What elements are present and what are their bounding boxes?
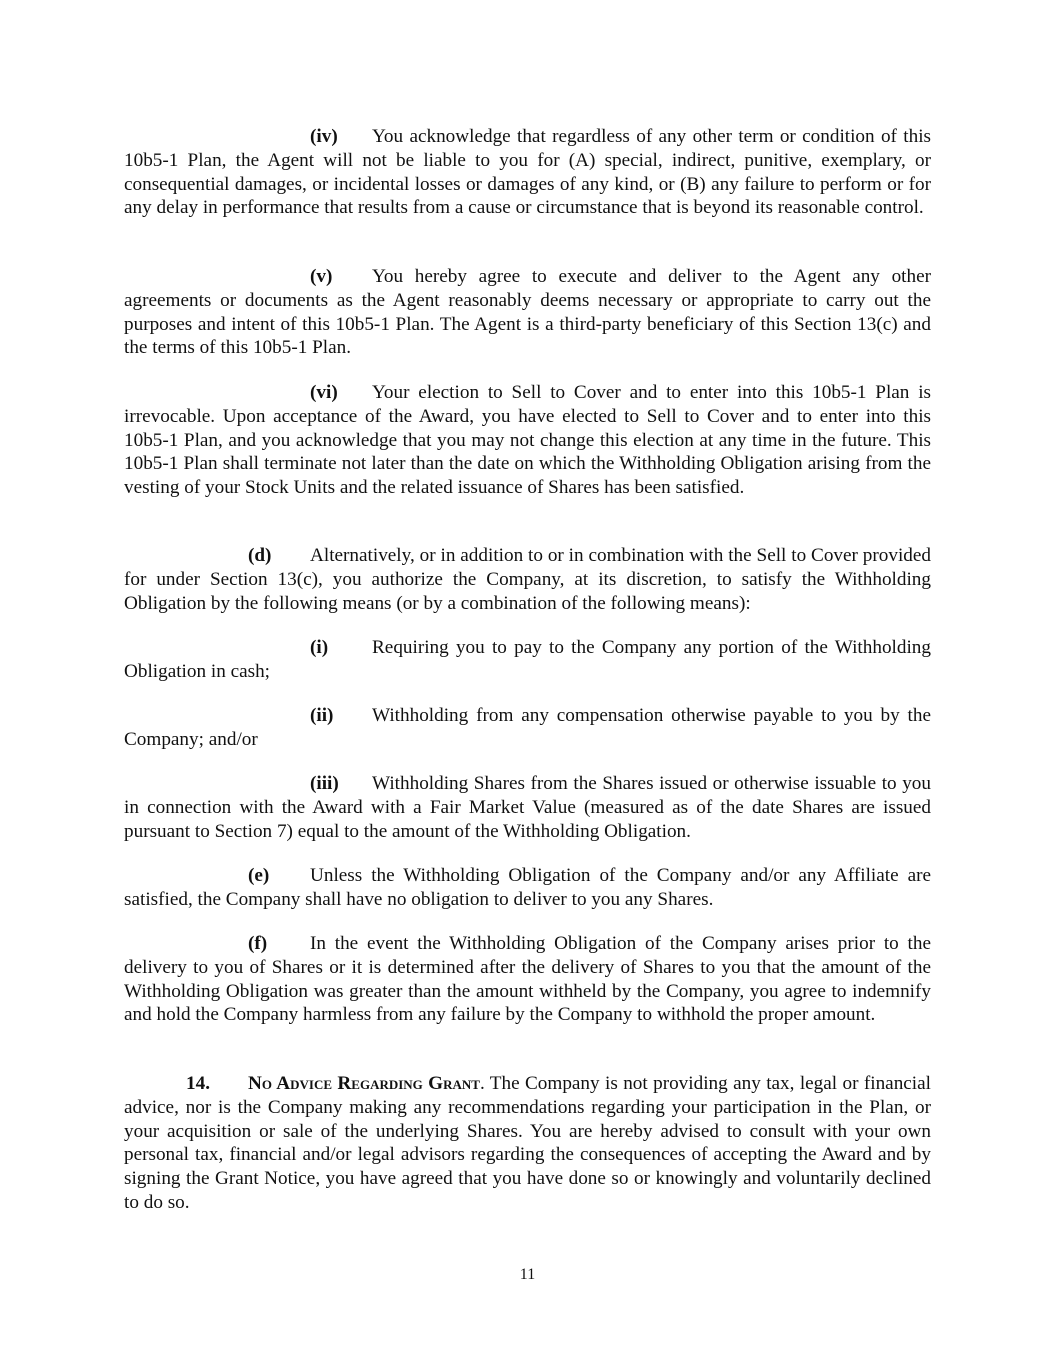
paragraph-iii bbox=[124, 772, 931, 843]
paragraph-text: Your election to Sell to Cover and to enter into this 10b5-1 Plan is irrevocable. Upon acceptance of the Award, you have elected to Sell to Cover and to enter into this 10b5-1 Plan, and you acknowledge that you may not change this election at any time in the future. This 10b5-1 Plan shall terminate not later than the date on which the Withholding Obligation arising from the vesting of your Stock Units and the related issuance of Shares has been satisfied. bbox=[124, 382, 931, 499]
paragraph-iv bbox=[124, 125, 931, 220]
paragraph-label: (iii) bbox=[310, 773, 339, 794]
section-text: . The Company is not providing any tax, legal or financial advice, nor is the Company making any recommendations regarding your participation in the Plan, or your acquisition or sale of the underlying Shares. You are hereby advised to consult with your own personal tax, financial and/or legal advisors regarding the consequences of accepting the Award and by signing the Grant Notice, you have agreed that you have done so or knowingly and voluntarily declined to do so. bbox=[124, 1073, 931, 1213]
paragraph-text: Withholding Shares from the Shares issued or otherwise issuable to you in connection with the Award with a Fair Market Value (measured as of the date Shares are issued pursuant to Section 7) equal to the amount of the Withholding Obligation. bbox=[124, 773, 931, 842]
paragraph-text: You hereby agree to execute and deliver to the Agent any other agreements or documents as the Agent reasonably deems necessary or appropriate to carry out the purposes and intent of this 10b5-1 Plan. The Agent is a third-party beneficiary of this Section 13(c) and the terms of this 10b5-1 Plan. bbox=[124, 266, 931, 359]
section-14 bbox=[124, 1072, 931, 1215]
paragraph-text: Unless the Withholding Obligation of the Company and/or any Affiliate are satisfied, the Company shall have no obligation to deliver to you any Shares. bbox=[124, 865, 931, 910]
paragraph-f bbox=[124, 932, 931, 1027]
paragraph-label: (e) bbox=[248, 865, 270, 886]
paragraph-e bbox=[124, 864, 931, 912]
paragraph-text: Alternatively, or in addition to or in combination with the Sell to Cover provided for under Section 13(c), you authorize the Company, at its discretion, to satisfy the Withholding Obligation by the following means (or by a combination of the following means): bbox=[124, 545, 931, 614]
paragraph-label: (iv) bbox=[310, 126, 338, 147]
paragraph-vi bbox=[124, 381, 931, 500]
paragraph-text: You acknowledge that regardless of any other term or condition of this 10b5-1 Plan, the Agent will not be liable to you for (A) special, indirect, punitive, exemplary, or consequential damages, or incidental losses or damages of any kind, or (B) any failure to perform or for any delay in performance that results from a cause or circumstance that is beyond its reasonable control. bbox=[124, 126, 931, 219]
paragraph-ii bbox=[124, 704, 931, 752]
paragraph-text: Withholding from any compensation otherwise payable to you by the Company; and/or bbox=[124, 705, 931, 750]
section-number: 14. bbox=[186, 1073, 210, 1094]
paragraph-label: (i) bbox=[310, 637, 329, 658]
paragraph-text: In the event the Withholding Obligation of the Company arises prior to the delivery to you of Shares or it is determined after the delivery of Shares to you that the amount of the Withholding Obligation was greater than the amount withheld by the Company, you agree to indemnify and hold the Company harmless from any failure by the Company to withhold the proper amount. bbox=[124, 933, 931, 1026]
paragraph-label: (f) bbox=[248, 933, 268, 954]
paragraph-label: (vi) bbox=[310, 382, 338, 403]
paragraph-d bbox=[124, 544, 931, 615]
paragraph-label: (d) bbox=[248, 545, 272, 566]
section-heading: No Advice Regarding Grant bbox=[248, 1073, 480, 1094]
paragraph-i bbox=[124, 636, 931, 684]
paragraph-label: (v) bbox=[310, 266, 333, 287]
paragraph-v bbox=[124, 265, 931, 360]
paragraph-label: (ii) bbox=[310, 705, 334, 726]
paragraph-text: Requiring you to pay to the Company any portion of the Withholding Obligation in cash; bbox=[124, 637, 931, 682]
page-number: 11 bbox=[519, 1266, 536, 1283]
